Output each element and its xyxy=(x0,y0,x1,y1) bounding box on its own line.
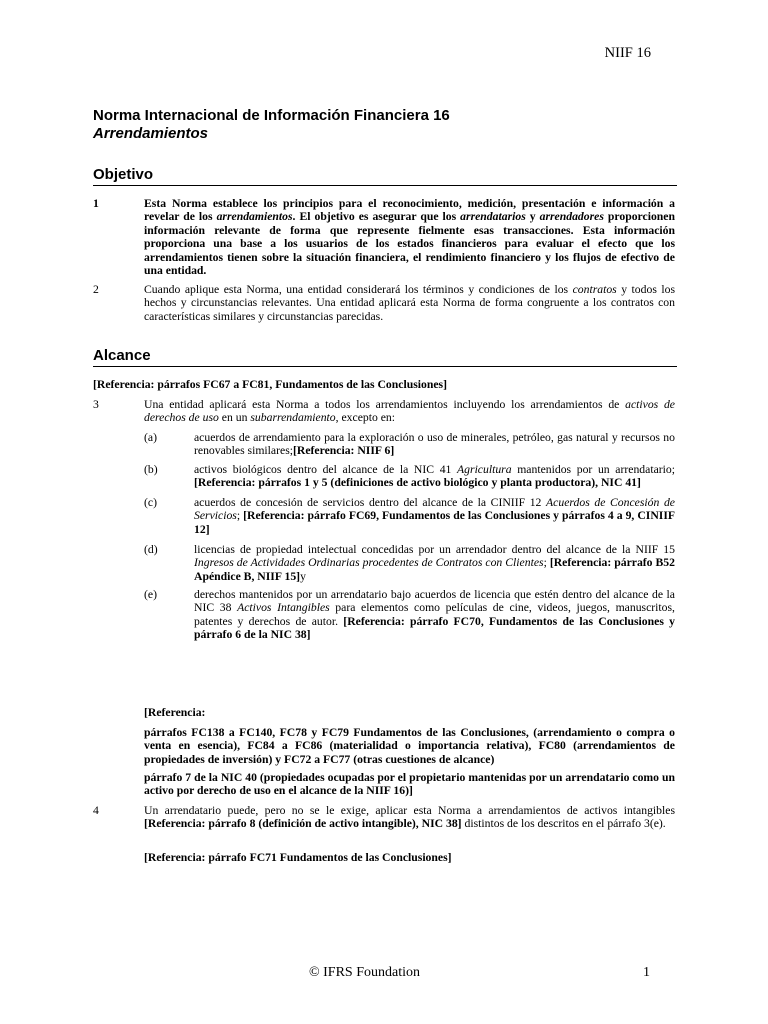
item-label-c: (c) xyxy=(144,496,157,509)
paragraph-number-3: 3 xyxy=(93,398,99,411)
paragraph-1: Esta Norma establece los principios para el reconocimiento, medición, presentación e información a revelar de los arrendamientos. El objetivo es asegurar que los arrendatarios y arrendadores proporcionen información relevante de forma que represente fielmente esas transacciones. Esta información proporciona una base a los usuarios de los estados financieros para evaluar el efecto que los arrendamientos tienen sobre la situación financiera, el rendimiento financiero y los flujos de efectivo de una entidad. xyxy=(144,197,675,278)
standard-title: Norma Internacional de Información Financiera 16 xyxy=(93,107,450,124)
item-label-b: (b) xyxy=(144,463,158,476)
section-heading-objetivo: Objetivo xyxy=(93,166,677,186)
item-b: activos biológicos dentro del alcance de la NIC 41 Agricultura mantenidos por un arrendatario; [Referencia: párrafos 1 y 5 (definiciones de activo biológico y planta productora), NIC 41] xyxy=(194,463,675,490)
reference-alcance-top: [Referencia: párrafos FC67 a FC81, Fundamentos de las Conclusiones] xyxy=(93,378,447,391)
standard-subtitle: Arrendamientos xyxy=(93,125,209,142)
item-label-a: (a) xyxy=(144,431,157,444)
reference-alcance-bottom: [Referencia: párrafo FC71 Fundamentos de las Conclusiones] xyxy=(144,851,452,864)
running-head: NIIF 16 xyxy=(604,45,651,61)
reference-block-label: [Referencia: xyxy=(144,706,206,719)
page-number: 1 xyxy=(643,965,650,980)
reference-block-nic40: párrafo 7 de la NIC 40 (propiedades ocupadas por el propietario mantenidas por un arrendatario como un activo por derecho de uso en el alcance de la NIIF 16)] xyxy=(144,771,675,798)
item-e: derechos mantenidos por un arrendatario bajo acuerdos de licencia que estén dentro del alcance de la NIC 38 Activos Intangibles para elementos como películas de cine, videos, juegos, manuscritos, patentes y derechos de autor. [Referencia: párrafo FC70, Fundamentos de las Conclusiones y párrafo 6 de la NIC 38] xyxy=(194,588,675,642)
paragraph-4: Un arrendatario puede, pero no se le exige, aplicar esta Norma a arrendamientos de activos intangibles [Referencia: párrafo 8 (definición de activo intangible), NIC 38] distintos de los descritos en el párrafo 3(e). xyxy=(144,804,675,831)
paragraph-number-2: 2 xyxy=(93,283,99,296)
section-heading-alcance: Alcance xyxy=(93,347,677,367)
item-label-d: (d) xyxy=(144,543,158,556)
paragraph-3: Una entidad aplicará esta Norma a todos los arrendamientos incluyendo los arrendamientos de activos de derechos de uso en un subarrendamiento, excepto en: xyxy=(144,398,675,425)
item-c: acuerdos de concesión de servicios dentro del alcance de la CINIIF 12 Acuerdos de Concesión de Servicios; [Referencia: párrafo FC69, Fundamentos de las Conclusiones y párrafos 4 a 9, CINIIF 12] xyxy=(194,496,676,536)
paragraph-2: Cuando aplique esta Norma, una entidad considerará los términos y condiciones de los contratos y todos los hechos y circunstancias relevantes. Una entidad aplicará esta Norma de forma congruente a los contratos con características similares y circunstancias parecidas. xyxy=(144,283,675,323)
paragraph-number-1: 1 xyxy=(93,197,99,210)
item-d: licencias de propiedad intelectual concedidas por un arrendador dentro del alcance de la NIIF 15 Ingresos de Actividades Ordinarias procedentes de Contratos con Clientes; [Referencia: párrafo B52 Apéndice B, NIIF 15]y xyxy=(194,543,675,583)
item-label-e: (e) xyxy=(144,588,157,601)
reference-block-fc: párrafos FC138 a FC140, FC78 y FC79 Fundamentos de las Conclusiones, (arrendamiento o compra o venta en esencia), FC84 a FC86 (materialidad o importancia relativa), FC80 (arrendamientos de propiedades de inversión) y FC72 a FC77 (otras cuestiones de alcance) xyxy=(144,726,675,766)
paragraph-number-4: 4 xyxy=(93,804,99,817)
item-a: acuerdos de arrendamiento para la exploración o uso de minerales, petróleo, gas natural y recursos no renovables similares;[Referencia: NIIF 6] xyxy=(194,431,675,458)
footer-copyright: © IFRS Foundation xyxy=(309,965,420,980)
